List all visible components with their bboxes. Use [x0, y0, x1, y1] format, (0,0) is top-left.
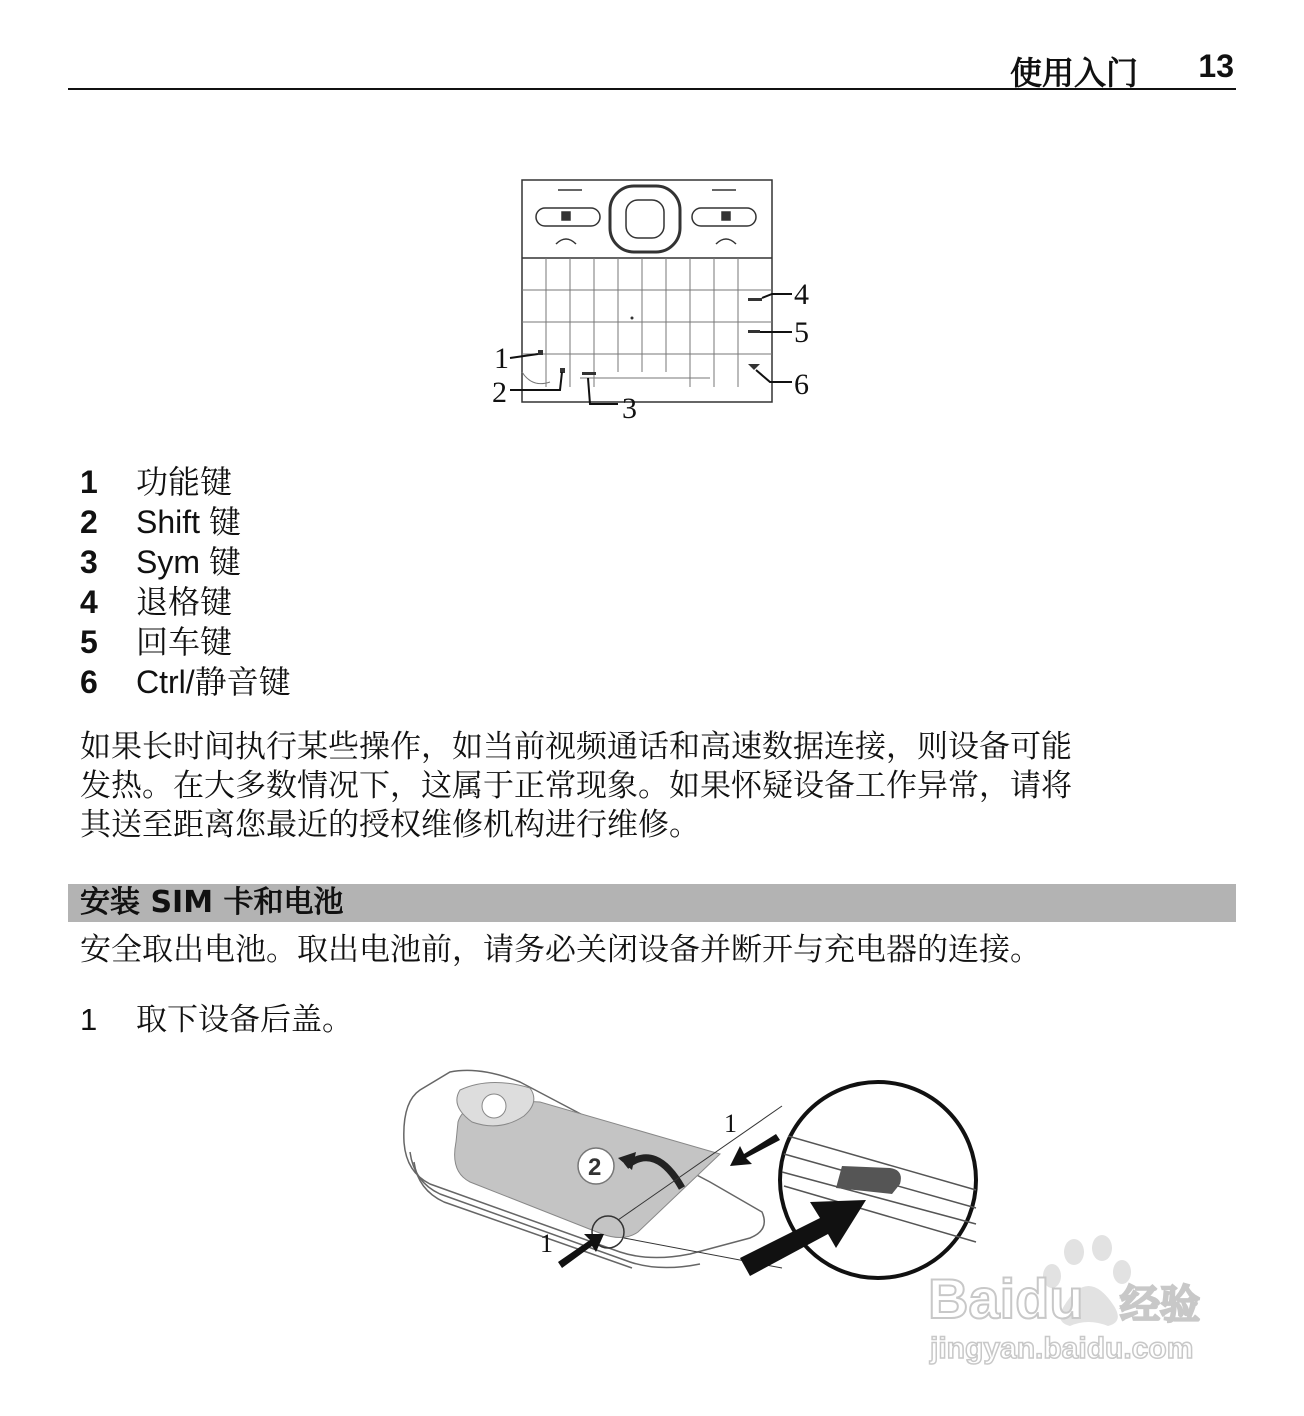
callout-3: 3 [622, 392, 637, 425]
callout-2: 2 [492, 376, 507, 409]
legend-item [80, 542, 291, 582]
legend-number: 6 [80, 664, 98, 700]
section-intro-text: 安全取出电池。取出电池前，请务必关闭设备并断开与充电器的连接。 [80, 932, 1041, 968]
key-legend [80, 462, 291, 702]
step-number: 1 [80, 1002, 98, 1037]
callout-step-1-lower: 1 [540, 1229, 553, 1258]
legend-label: Shift 键 [136, 504, 241, 540]
legend-number: 4 [80, 584, 98, 620]
legend-number: 3 [80, 544, 98, 580]
callout-step-2: 2 [588, 1154, 602, 1181]
heat-warning-paragraph [80, 728, 1230, 845]
header-title: 使用入门 [1009, 54, 1138, 92]
legend-label: Sym 键 [136, 544, 241, 580]
step-item [80, 1000, 353, 1040]
paragraph-line: 其送至距离您最近的授权维修机构进行维修。 [80, 807, 700, 843]
callout-5: 5 [794, 316, 809, 349]
legend-label: Ctrl/静音键 [136, 664, 291, 700]
legend-label: 退格键 [136, 584, 233, 620]
watermark-url: jingyan.baidu.com [930, 1332, 1194, 1365]
section-title: 安装 SIM 卡和电池 [80, 885, 344, 920]
section-heading-bar [68, 884, 1236, 922]
legend-number: 2 [80, 504, 98, 540]
callout-6: 6 [794, 368, 809, 401]
callout-4: 4 [794, 278, 809, 311]
watermark-brand: Baidu [928, 1267, 1084, 1330]
legend-label: 回车键 [136, 624, 233, 660]
callout-step-1-upper: 1 [724, 1109, 737, 1138]
legend-label: 功能键 [136, 464, 233, 500]
paragraph-line: 发热。在大多数情况下，这属于正常现象。如果怀疑设备工作异常，请将 [80, 768, 1072, 804]
legend-item [80, 502, 291, 542]
legend-item [80, 462, 291, 502]
legend-number: 1 [80, 464, 98, 500]
baidu-watermark [924, 1222, 1224, 1372]
callout-1: 1 [494, 342, 509, 375]
keypad-diagram [480, 172, 820, 432]
legend-item [80, 662, 291, 702]
step-text: 取下设备后盖。 [136, 1002, 353, 1038]
back-cover-removal-diagram [390, 1062, 980, 1292]
legend-item [80, 622, 291, 662]
paragraph-line: 如果长时间执行某些操作，如当前视频通话和高速数据连接，则设备可能 [80, 729, 1072, 765]
page-header [68, 40, 1236, 90]
legend-number: 5 [80, 624, 98, 660]
watermark-brand-suffix: 经验 [1120, 1282, 1200, 1328]
page-number: 13 [1198, 48, 1234, 84]
legend-item [80, 582, 291, 622]
